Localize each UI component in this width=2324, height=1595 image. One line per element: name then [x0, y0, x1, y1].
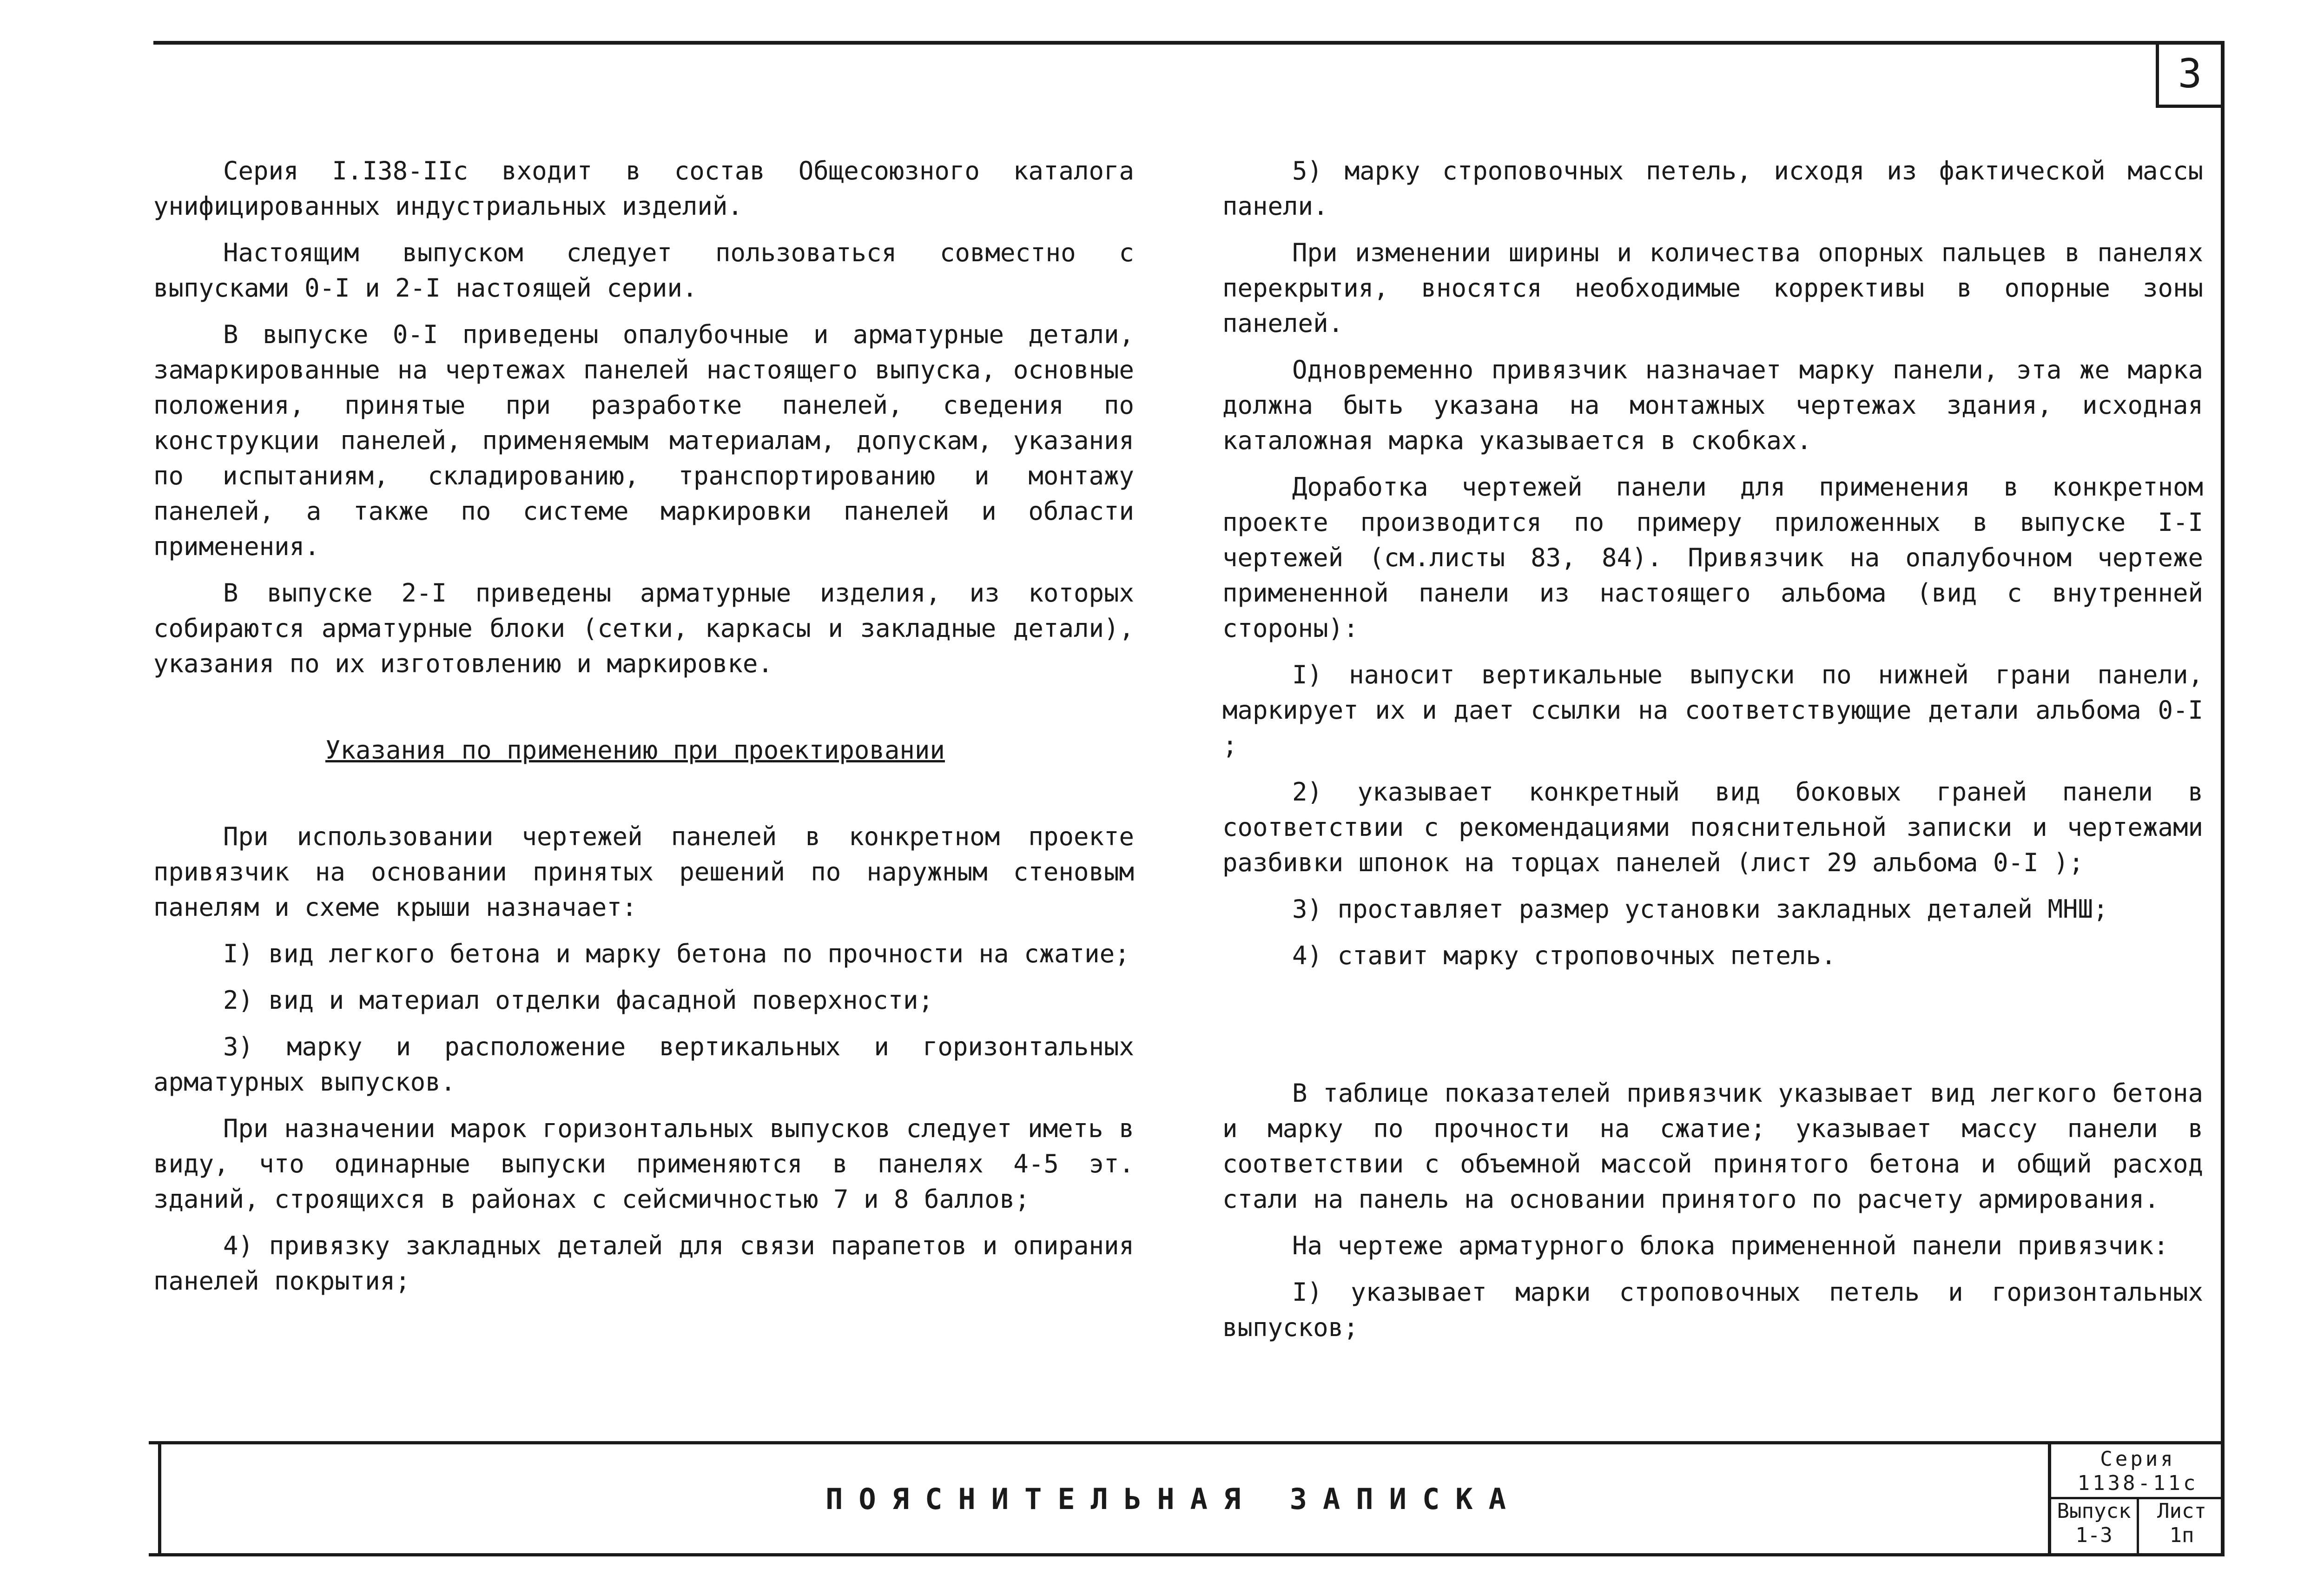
paragraph: I) вид легкого бетона и марку бетона по прочности на сжатие;: [223, 939, 1130, 968]
series-cell: [2051, 1444, 2225, 1502]
sheet-number-box: [2156, 43, 2221, 108]
paragraph: 2) указывает конкретный вид боковых граней панели в соответствии с рекомендациями пояснительной записки и чертежами разбивки шпонок на торцах панелей (лист 29 альбома 0-I );: [1222, 777, 2203, 877]
series-value: 1138-11c: [2077, 1471, 2199, 1495]
paragraph: При использовании чертежей панелей в конкретном проекте привязчик на основании принятых решений по наружным стеновым панелям и схеме крыши назначает:: [153, 822, 1134, 922]
left-text-column: [153, 153, 1134, 1310]
issue-cell: [2051, 1499, 2137, 1553]
paragraph: 4) привязку закладных деталей для связи парапетов и опирания панелей покрытия;: [153, 1231, 1134, 1296]
paragraph: При назначении марок горизонтальных выпусков следует иметь в виду, что одинарные выпуски применяются в панелях 4-5 эт. зданий, строящихся в районах с сейсмичностью 7 и 8 баллов;: [153, 1114, 1134, 1214]
paragraph: Доработка чертежей панели для применения в конкретном проекте производится по примеру приложенных в выпуске I-I чертежей (см.листы 83, 84). Привязчик на опалубочном чертеже примененной панели из настоящего альбома (вид с внутренней стороны):: [1222, 472, 2203, 643]
sheet-value: 1п: [2169, 1523, 2194, 1547]
series-label: Серия: [2100, 1447, 2176, 1471]
top-frame-line: [153, 41, 2225, 45]
paragraph: 2) вид и материал отделки фасадной поверхности;: [223, 986, 934, 1015]
paragraph: I) наносит вертикальные выпуски по нижней грани панели, маркирует их и дает ссылки на соответствующие детали альбома 0-I ;: [1222, 660, 2203, 760]
right-frame-line: [2221, 41, 2225, 1556]
issue-value: 1-3: [2075, 1523, 2113, 1547]
paragraph: 3) проставляет размер установки закладных деталей МНШ;: [1292, 894, 2108, 924]
paragraph: В выпуске 2-I приведены арматурные изделия, из которых собираются арматурные блоки (сетки, каркасы и закладные детали), указания по их изготовлению и маркировке.: [153, 578, 1134, 678]
paragraph: Серия I.I38-IIc входит в состав Общесоюзного каталога унифицированных индустриальных изделий.: [153, 156, 1134, 221]
document-title: ПОЯСНИТЕЛЬНАЯ ЗАПИСКА: [825, 1482, 1522, 1516]
paragraph: Одновременно привязчик назначает марку панели, эта же марка должна быть указана на монтажных чертежах здания, исходная каталожная марка указывается в скобках.: [1222, 355, 2203, 455]
issue-label: Выпуск: [2057, 1499, 2131, 1523]
sheet-label: Лист: [2157, 1499, 2206, 1523]
section-heading: Указания по применению при проектировании: [325, 735, 945, 765]
paragraph: В таблице показателей привязчик указывает вид легкого бетона и марку по прочности на сжатие; указывает массу панели в соответствии с объемной массой принятого бетона и общий расход стали на панель на основании принятого по расчету армирования.: [1222, 1079, 2203, 1214]
paragraph: На чертеже арматурного блока примененной панели привязчик:: [1292, 1231, 2169, 1260]
paragraph: 3) марку и расположение вертикальных и горизонтальных арматурных выпусков.: [153, 1032, 1134, 1097]
paragraph: При изменении ширины и количества опорных пальцев в панелях перекрытия, вносятся необходимые коррективы в опорные зоны панелей.: [1222, 238, 2203, 338]
right-text-column: [1222, 153, 2203, 1357]
paragraph: 4) ставит марку строповочных петель.: [1292, 941, 1836, 970]
paragraph: Настоящим выпуском следует пользоваться совместно с выпусками 0-I и 2-I настоящей серии.: [153, 238, 1134, 303]
title-block: [149, 1441, 2225, 1556]
paragraph: I) указывает марки строповочных петель и горизонтальных выпусков;: [1222, 1277, 2203, 1342]
sheet-number: 3: [2178, 50, 2202, 97]
issue-sheet-row: [2051, 1497, 2225, 1553]
sheet-cell: [2137, 1499, 2225, 1553]
title-block-meta: [2048, 1444, 2225, 1553]
paragraph: В выпуске 0-I приведены опалубочные и арматурные детали, замаркированные на чертежах панелей настоящего выпуска, основные положения, принятые при разработке панелей, сведения по конструкции панелей, применяемым материалам, допускам, указания по испытаниям, складированию, транспортированию и монтажу панелей, а также по системе маркировки панелей и области применения.: [153, 320, 1134, 561]
paragraph: 5) марку строповочных петель, исходя из фактической массы панели.: [1222, 156, 2203, 221]
